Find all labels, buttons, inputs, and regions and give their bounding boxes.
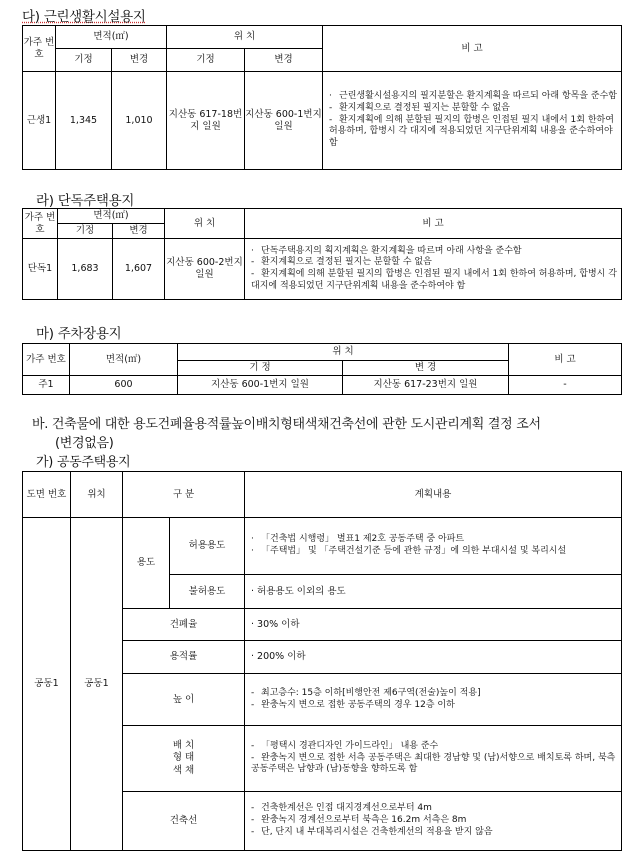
note-item: - 단, 단지 내 부대복리시설은 건축한계선의 적용을 받지 않음 xyxy=(251,826,493,837)
table-neighborhood-facility xyxy=(22,25,622,170)
height-notes xyxy=(245,674,622,726)
note-item: - 최고층수: 15층 이하[비행안전 제6구역(전술)높이 적용] xyxy=(251,687,481,698)
coverage-note: · 30% 이하 xyxy=(245,609,622,641)
layout-notes xyxy=(245,726,622,792)
banned-label: 불허용도 xyxy=(170,575,245,609)
header-note: 비 고 xyxy=(323,26,622,72)
header-loc-after: 변 경 xyxy=(343,361,509,376)
loc-after: 지산동 600-1번지 일원 xyxy=(245,72,323,170)
table-parking xyxy=(22,343,622,395)
note-item: - 환지계획에 의해 분할된 필지의 합병은 인접된 필지 내에서 1회 한하여 허용하며, 합병시 각 대지에 적용되었던 지구단위계획 내용을 준수하여야 함 xyxy=(329,114,614,149)
setback-notes xyxy=(245,792,622,851)
note-item: - 완충녹지 변으로 접한 서측 공동주택은 최대한 경남향 및 (남)서향으로 배치토록 하며, 북측 공동주택은 남향과 (남)동향을 향하도록 함 xyxy=(251,752,616,775)
allowed-label: 허용용도 xyxy=(170,518,245,575)
header-plan: 계획내용 xyxy=(245,472,622,518)
section-title-ra: 라) 단독주택용지 xyxy=(36,193,135,209)
table-apartment-plan xyxy=(22,471,622,851)
location: 지산동 600-2번지 일원 xyxy=(165,239,245,300)
location: 공동1 xyxy=(71,518,123,851)
area-before: 1,345 xyxy=(56,72,112,170)
far-note: · 200% 이하 xyxy=(245,641,622,674)
section-title-ba: 바. 건축물에 대한 용도건폐율용적률높이배치형태색채건축선에 관한 도시관리계획 결정 조서 xyxy=(32,417,541,432)
header-area: 면적(㎡) xyxy=(58,209,165,224)
header-loc-before: 기정 xyxy=(167,49,245,72)
header-area-before: 기정 xyxy=(56,49,112,72)
loc-after: 지산동 617-23번지 일원 xyxy=(343,376,509,395)
allowed-notes xyxy=(245,518,622,575)
header-note: 비 고 xyxy=(509,344,622,376)
notes-cell xyxy=(323,72,622,170)
note-item: - 완충녹지 경계선으로부터 북측은 16.2m 서측은 8m xyxy=(251,815,467,826)
section-subtitle: (변경없음) xyxy=(55,436,114,451)
note-item: · 「건축법 시행령」 별표1 제2호 공동주택 중 아파트 xyxy=(251,534,465,545)
note: - xyxy=(509,376,622,395)
note-item: - 「평택시 경관디자인 가이드라인」 내용 준수 xyxy=(251,740,439,751)
note-item: - 환지계획에 의해 분할된 필지의 합병은 인접된 필지 내에서 1회 한하여 허용하며, 합병시 각 대지에 적용되었던 지구단위계획 내용을 준수하여야 함 xyxy=(251,269,617,291)
row-id: 주1 xyxy=(23,376,70,395)
loc-before: 지산동 600-1번지 일원 xyxy=(178,376,343,395)
loc-before: 지산동 617-18번지 일원 xyxy=(167,72,245,170)
area-after: 1,607 xyxy=(113,239,165,300)
header-location: 위 치 xyxy=(167,26,323,49)
height-label: 높 이 xyxy=(123,674,245,726)
use-label: 용도 xyxy=(123,518,170,609)
note-item: · 단독주택용지의 획지계획은 환지계획을 따르며 아래 사항을 준수함 xyxy=(251,245,522,256)
header-note: 비 고 xyxy=(245,209,622,239)
header-area-after: 변경 xyxy=(112,49,167,72)
header-area: 면적(㎡) xyxy=(56,26,167,49)
header-loc-before: 기 정 xyxy=(178,361,343,376)
banned-note: · 허용용도 이외의 용도 xyxy=(245,575,622,609)
header-area-before: 기정 xyxy=(58,224,113,239)
row-id: 단독1 xyxy=(23,239,58,300)
doc-no: 공동1 xyxy=(23,518,71,851)
note-item: - 환지계획으로 결정된 필지는 분할할 수 없음 xyxy=(329,102,510,113)
note-item: - 완충녹지 변으로 접한 공동주택의 경우 12층 이하 xyxy=(251,699,455,710)
header-gaju: 가주 번호 xyxy=(23,26,56,72)
setback-label: 건축선 xyxy=(123,792,245,851)
header-location: 위 치 xyxy=(165,209,245,239)
header-area: 면적(㎡) xyxy=(70,344,178,376)
far-label: 용적률 xyxy=(123,641,245,674)
subsection-title-ga: 가) 공동주택용지 xyxy=(36,455,131,470)
coverage-label: 건폐율 xyxy=(123,609,245,641)
note-item: - 환지계획으로 결정된 필지는 분할할 수 없음 xyxy=(251,257,432,268)
header-location: 위치 xyxy=(71,472,123,518)
note-item: - 건축한계선은 인접 대지경계선으로부터 4m xyxy=(251,803,432,814)
area-after: 1,010 xyxy=(112,72,167,170)
area-before: 1,683 xyxy=(58,239,113,300)
header-doc-no: 도면 번호 xyxy=(23,472,71,518)
layout-label: 배 치 형 태 색 채 xyxy=(123,726,245,792)
area: 600 xyxy=(70,376,178,395)
section-title-da: 다) 근린생활시설용지 xyxy=(22,9,146,25)
header-area-after: 변경 xyxy=(113,224,165,239)
notes-cell xyxy=(245,239,622,300)
header-loc-after: 변경 xyxy=(245,49,323,72)
row-id: 근생1 xyxy=(23,72,56,170)
section-title-ma: 마) 주차장용지 xyxy=(36,326,122,342)
header-division: 구 분 xyxy=(123,472,245,518)
note-item: · 근린생활시설용지의 필지분할은 환지계획을 따르되 아래 항목을 준수함 xyxy=(329,91,617,102)
header-gaju: 가주 번호 xyxy=(23,209,58,239)
note-item: · 「주택법」 및 「주택건설기준 등에 관한 규정」에 의한 부대시설 및 복리시설 xyxy=(251,546,567,556)
header-gaju: 가주 번호 xyxy=(23,344,70,376)
table-detached-house xyxy=(22,208,622,300)
header-location: 위 치 xyxy=(178,344,509,361)
